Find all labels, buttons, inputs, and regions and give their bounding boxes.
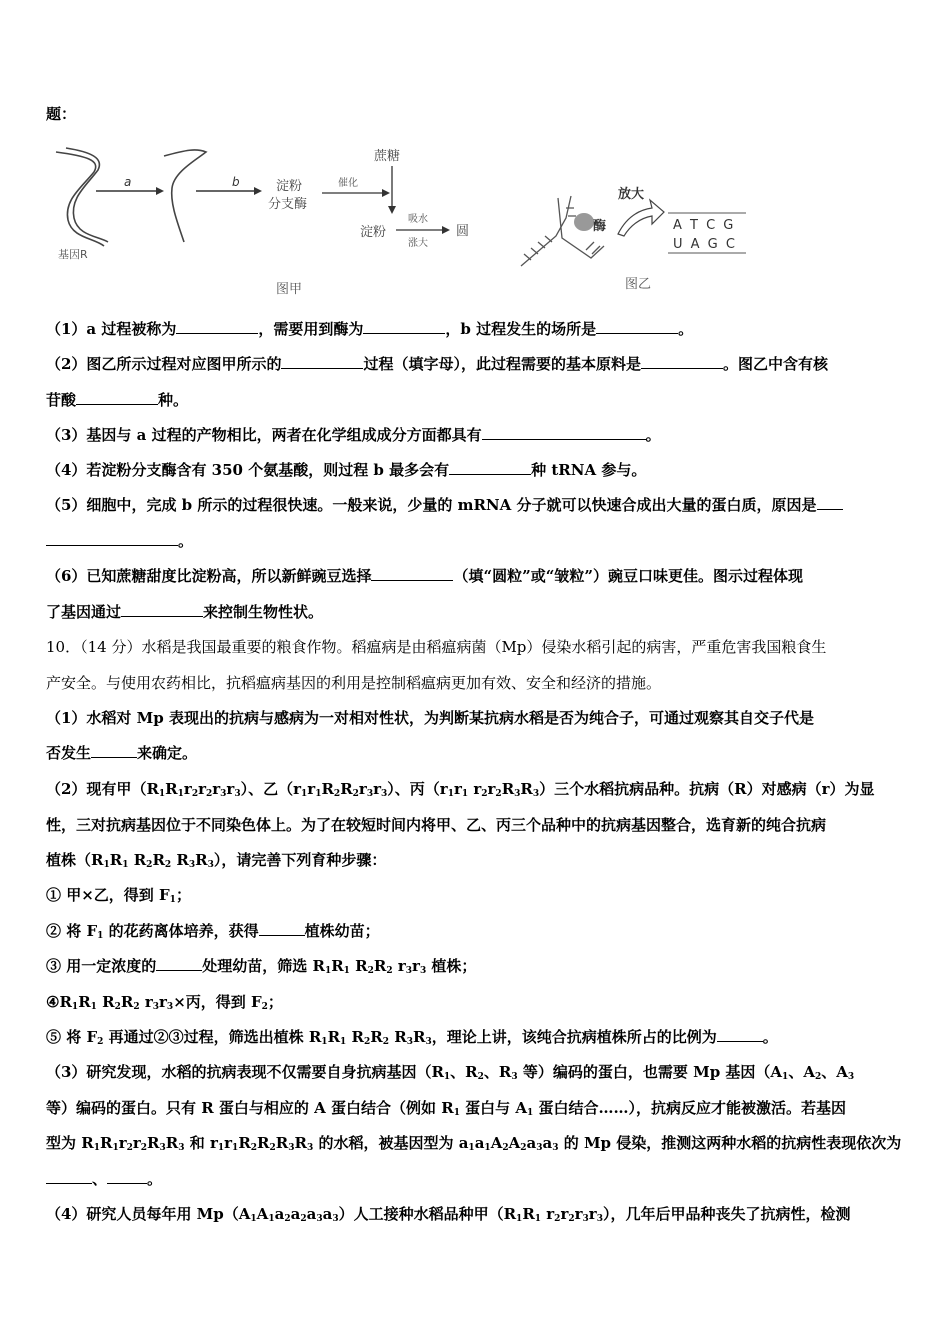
q9-p3-text-a: （3）基因与 a 过程的产物相比，两者在化学组成成分方面都具有 xyxy=(46,426,482,444)
q9-p1-text-d: 。 xyxy=(678,320,694,338)
q10-part3-line1: （3）研究发现，水稻的抗病表现不仅需要自身抗病基因（$R_1$、$R_2$、$R_3$ 等）编码的蛋白，也需要 Mp 基因（$A_1$、$A_2$、$A_3$ xyxy=(46,1063,855,1082)
blank[interactable] xyxy=(717,1027,763,1042)
magnify-arrow xyxy=(618,200,664,236)
blank[interactable] xyxy=(46,1169,92,1184)
caption-yi: 图乙 xyxy=(625,277,652,292)
q10-part3-line4 xyxy=(46,1169,162,1189)
intro-text: 题： xyxy=(46,105,77,123)
q10-p1-text-b: 来确定。 xyxy=(137,744,198,762)
gene-r-curves xyxy=(56,148,108,246)
enzyme-line2: 分支酶 xyxy=(268,197,308,212)
enzyme-line1: 淀粉 xyxy=(276,179,303,194)
q10-s2-text-a: ② 将 $F_1$ 的花药离体培养，获得 xyxy=(46,922,259,941)
arrow-b xyxy=(196,187,262,195)
q10-part1-line1: （1）水稻对 Mp 表现出的抗病与感病为一对相对性状，为判断某抗病水稻是否为纯合子，可通过观察其自交子代是 xyxy=(46,709,814,727)
base-row-1: A T C G xyxy=(673,218,736,233)
catalyze-label: 催化 xyxy=(338,178,358,189)
blank[interactable] xyxy=(107,1169,147,1184)
q9-part3 xyxy=(46,425,661,445)
blank[interactable] xyxy=(121,602,203,617)
arrow-catalyze xyxy=(322,189,390,197)
q9-p2-text-d: 苷酸 xyxy=(46,391,77,409)
q10-part1-line2 xyxy=(46,743,197,763)
q9-part5-line1 xyxy=(46,495,843,515)
q10-step1: ① 甲×乙，得到 $F_1$； xyxy=(46,886,191,905)
blank[interactable] xyxy=(281,354,363,369)
blank[interactable] xyxy=(596,319,678,334)
q9-p2-text-c: 。图乙中含有核 xyxy=(722,355,828,373)
q10-p3-sep: 、 xyxy=(92,1170,108,1188)
label-a: a xyxy=(124,175,132,189)
q9-p6-text-d: 来控制生物性状。 xyxy=(203,603,324,621)
swell-label: 涨大 xyxy=(408,238,428,249)
q9-part5-line2 xyxy=(46,531,193,551)
ribosome-blob xyxy=(574,213,594,231)
q9-part1 xyxy=(46,319,693,339)
q10-s3-text-b: 处理幼苗，筛选 $R_1R_1$ $R_2R_2$ $r_3r_3$ 植株； xyxy=(202,957,477,976)
q10-step5 xyxy=(46,1027,778,1047)
q9-p1-text-c: ，b 过程发生的场所是 xyxy=(445,320,597,338)
blank[interactable] xyxy=(176,319,258,334)
q10-step2 xyxy=(46,921,380,941)
q10-p3-end: 。 xyxy=(147,1170,163,1188)
q10-step3 xyxy=(46,956,476,976)
blank[interactable] xyxy=(482,425,646,440)
q9-p1-text-b: ，需要用到酶为 xyxy=(258,320,364,338)
translation-strands xyxy=(521,196,607,266)
q9-p2-text-a: （2）图乙所示过程对应图甲所示的 xyxy=(46,355,282,373)
q9-p2-text-e: 种。 xyxy=(158,391,189,409)
q10-part2-line3 xyxy=(46,850,386,870)
blank[interactable] xyxy=(817,495,843,510)
magnify-label: 放大 xyxy=(618,187,645,202)
q9-part6-line1 xyxy=(46,566,803,586)
q10-part4-line1: （4）研究人员每年用 $Mp(A_1A_1a_2a_2a_3a_3)$人工接种水稻品种甲（$R_1R_1$ $r_2r_2r_3r_3$），几年后甲品种丧失了抗病性，检测 xyxy=(46,1205,851,1224)
q9-part6-line2 xyxy=(46,602,323,622)
q10-part3-line3: 型为 $R_1R_1r_2r_2R_3R_3$ 和 $r_1r_1R_2R_2R_3R_3$ 的水稻，被基因型为 $a_1a_1A_2A_2a_3a_3$ 的 Mp 侵染，推测这两种水稻的抗病性表现依次为 xyxy=(46,1134,902,1153)
q9-part2-line1 xyxy=(46,354,828,374)
q9-p5-text-b: 。 xyxy=(178,532,194,550)
q9-p6-text-b: （填“圆粒”或“皱粒”）豌豆口味更佳。图示过程体现 xyxy=(453,567,803,585)
mrna-curve xyxy=(164,150,206,242)
starch-label: 淀粉 xyxy=(360,225,387,240)
q9-p6-text-c: 了基因通过 xyxy=(46,603,122,621)
absorb-label: 吸水 xyxy=(408,214,428,225)
q9-p1-text-a: （1）a 过程被称为 xyxy=(46,320,177,338)
blank[interactable] xyxy=(641,354,723,369)
arrow-absorb xyxy=(396,226,450,234)
q10-p2-variety-bing: 、丙（$r_1r_1$ $r_2r_2R_3R_3$） xyxy=(394,780,555,799)
blank[interactable] xyxy=(91,743,137,758)
q10-p2-variety-yi: 、乙$(r_1r_1R_2R_2r_3r_3)$ xyxy=(248,780,395,799)
blank[interactable] xyxy=(363,319,445,334)
blank[interactable] xyxy=(156,956,202,971)
q10-stem-line2: 产安全。与使用农药相比，抗稻瘟病基因的利用是控制稻瘟病更加有效、安全和经济的措施。 xyxy=(46,674,662,692)
q10-p2-text-rest: 三个水稻抗病品种。抗病（R）对感病（r）为显 xyxy=(554,780,875,798)
blank[interactable] xyxy=(449,460,531,475)
blank[interactable] xyxy=(371,566,453,581)
q10-part3-line2: 等）编码的蛋白。只有 R 蛋白与相应的 A 蛋白结合（例如 $R_1$ 蛋白与 $A_1$ 蛋白结合……），抗病反应才能被激活。若基因 xyxy=(46,1099,847,1118)
q10-s3-text-a: ③ 用一定浓度的 xyxy=(46,957,157,975)
round-label: 圆 xyxy=(456,224,470,239)
q10-p2-text-steps: ，请完善下列育种步骤： xyxy=(221,851,387,869)
q9-p3-text-b: 。 xyxy=(645,426,661,444)
q10-s5-text-b: 。 xyxy=(762,1028,778,1046)
q9-p5-text-a: （5）细胞中，完成 b 所示的过程很快速。一般来说，少量的 mRNA 分子就可以快速合成出大量的蛋白质，原因是 xyxy=(46,496,817,514)
q10-p2-variety-jia: （2）现有甲$(R_1R_1r_2r_2r_3r_3)$ xyxy=(46,780,249,799)
q9-p4-text-b: 种 tRNA 参与。 xyxy=(531,461,647,479)
q9-p4-text-a: （4）若淀粉分支酶含有 350 个氨基酸，则过程 b 最多会有 xyxy=(46,461,450,479)
q10-step4: $④R_1R_1$ $R_2R_2$ $r_3r_3\times$丙，得到 $F_2$； xyxy=(46,993,283,1012)
q9-p6-text-a: （6）已知蔗糖甜度比淀粉高，所以新鲜豌豆选择 xyxy=(46,567,372,585)
q10-stem-line1: 10．（14 分）水稻是我国最重要的粮食作物。稻瘟病是由稻瘟病菌（Mp）侵染水稻引起的病害，严重危害我国粮食生 xyxy=(46,638,827,656)
figure-diagram xyxy=(46,138,766,306)
blank[interactable] xyxy=(259,921,305,936)
q10-s5-text-a: ⑤ 将 $F_2$ 再通过②③过程，筛选出植株 $R_1R_1$ $R_2R_2$ $R_3R_3$，理论上讲，该纯合抗病植株所占的比例为 xyxy=(46,1028,717,1047)
enzyme-yi: 酶 xyxy=(593,219,607,234)
q9-part2-line2 xyxy=(46,390,188,410)
caption-jia: 图甲 xyxy=(276,282,303,297)
arrow-down xyxy=(388,166,396,214)
sucrose-label: 蔗糖 xyxy=(374,149,401,164)
blank[interactable] xyxy=(46,531,178,546)
blank[interactable] xyxy=(76,390,158,405)
q10-part2-line2: 性，三对抗病基因位于不同染色体上。为了在较短时间内将甲、乙、丙三个品种中的抗病基因整合，选育新的纯合抗病 xyxy=(46,816,827,834)
base-row-2: U A G C xyxy=(673,237,737,252)
label-b: b xyxy=(232,175,240,189)
q10-p2-target-genotype: 植株（$R_1R_1$ $R_2R_2$ $R_3R_3$） xyxy=(46,851,222,870)
q9-part4 xyxy=(46,460,646,480)
gene-r-label: 基因R xyxy=(58,248,88,261)
q10-s2-text-b: 植株幼苗； xyxy=(304,922,380,940)
q10-p1-text-a: 否发生 xyxy=(46,744,92,762)
q9-p2-text-b: 过程（填字母），此过程需要的基本原料是 xyxy=(363,355,641,373)
q10-part2-line1 xyxy=(46,779,875,799)
